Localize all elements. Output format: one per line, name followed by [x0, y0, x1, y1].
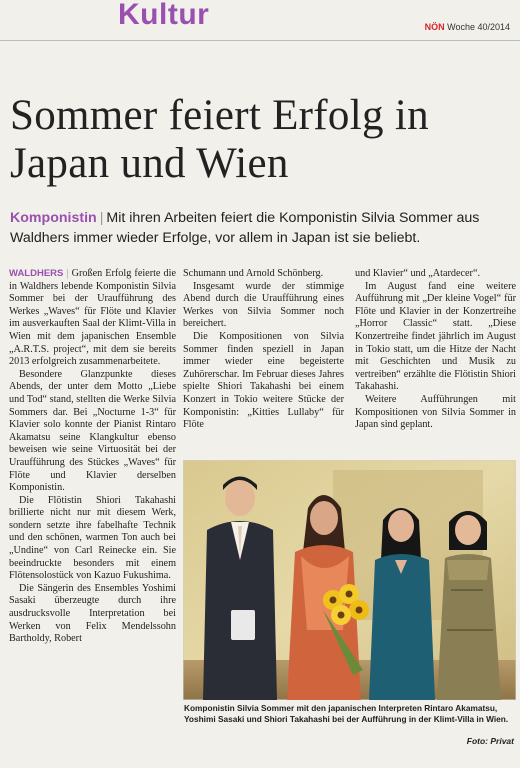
article-photo: [183, 460, 516, 700]
paragraph: Weitere Aufführungen mit Kompositionen von Silvia Sommer in Japan sind geplant.: [355, 393, 516, 431]
photo-illustration: [183, 460, 516, 700]
header-rule: [0, 40, 520, 41]
article-column-3: [355, 268, 516, 432]
paragraph: Im August fand eine weitere Aufführung mit „Der kleine Vogel“ für Flöte und Klavier in der Konzertreihe „Horror Classic“ statt. „Diese Konzertreihe findet jährlich im August in Tokio statt, um die Hitze der Nacht mit Geschichten und Musik zu vertreiben“ erzählte die Flötistin Shiori Takahashi.: [355, 280, 516, 393]
photo-credit: Foto: Privat: [466, 736, 514, 746]
issue-number: Woche 40/2014: [447, 22, 510, 32]
paragraph: [9, 268, 176, 369]
paragraph: Die Kompositionen von Silvia Sommer finden speziell in Japan immer wieder eine begeisterte Zuhörerschar. Im Februar dieses Jahres spielte Shiori Takahashi bei einem Konzert in Tokio weitere Stücke der Komponistin: „Kitties Lullaby“ für Flöte: [183, 330, 344, 431]
lead-separator: |: [99, 210, 104, 226]
photo-caption: Komponistin Silvia Sommer mit den japanischen Interpreten Rintaro Akamatsu, Yoshimi Sasaki und Shiori Takahashi bei der Aufführung in der Klimt-Villa in Wien.: [184, 703, 509, 724]
headline: Sommer feiert Erfolg in Japan und Wien: [10, 92, 429, 187]
brand-logo: NÖN: [424, 22, 445, 32]
paragraph-text: Großen Erfolg feierte die in Waldhers lebende Komponistin Silvia Sommer bei der Uraufführung des Werkes „Waves“ für Flöte und Klavier im ausverkauften Saal der Klimt-Villa in Wien mit dem japanischen Ensemble „A.R.T.S. project“, mit dem sie bereits 2013 erfolgreich zusammenarbeitete.: [9, 268, 176, 368]
lead-text: Mit ihren Arbeiten feiert die Komponistin Silvia Sommer aus Waldhers immer wieder Erfolge, vor allem in Japan ist sie beliebt.: [10, 210, 480, 246]
dateline: WALDHERS: [9, 268, 64, 279]
paragraph: Die Flötistin Shiori Takahashi brillierte nicht nur mit diesem Werk, sondern setzte ihre fabelhafte Technik und den schönen, warmen Ton auch bei „Undine“ von Carl Reinecke ein. Sie beeindruckte besonders mit einem Flötensolostück von Kazuo Fukushima.: [9, 494, 176, 582]
issue-label: [425, 22, 510, 32]
article-column-2: [183, 268, 344, 432]
dateline-separator: |: [63, 268, 72, 279]
page-header: [0, 0, 520, 40]
lead-paragraph: [10, 208, 510, 248]
article-column-1: [9, 268, 176, 646]
paragraph: Die Sängerin des Ensembles Yoshimi Sasaki überzeugte durch ihre ausdrucksvolle Interpretation bei Werken von Felix Mendelssohn Bartholdy, Robert: [9, 582, 176, 645]
paragraph: Insgesamt wurde der stimmige Abend durch die Uraufführung eines Werkes von Silvia Sommer noch bereichert.: [183, 280, 344, 330]
lead-kicker: Komponistin: [10, 210, 97, 226]
section-title: Kultur: [118, 0, 210, 31]
paragraph: Schumann und Arnold Schönberg.: [183, 268, 324, 279]
paragraph: Besondere Glanzpunkte dieses Abends, der unter dem Motto „Liebe und Tod“ stand, stellten die Werke Silvia Sommers dar. Bei „Nocturne 1-3“ für Klavier solo konnte der Pianist Rintaro Akamatsu seine Klangkultur ebenso beweisen wie seine Virtuosität bei der Uraufführung des Stückes „Waves“ für Flöte und Klavier derselben Komponistin.: [9, 368, 176, 494]
paragraph: und Klavier“ und „Atardecer“.: [355, 268, 481, 279]
